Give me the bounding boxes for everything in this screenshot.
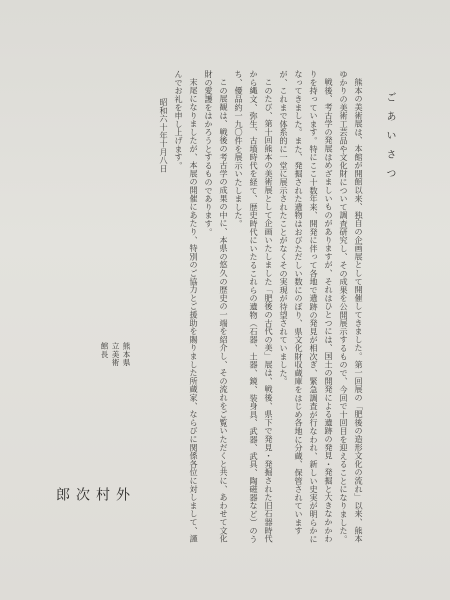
paragraph-4: この展観は、戦後の考古学の成果の中に、本県の悠久の歴史の一端を紹介し、その流れをご覧いただくと共に、あわせて文化財の愛護をはかろうとするものであります。	[204, 70, 229, 543]
paragraph-3: このたび、第十回熊本の美術展として企画いたしました「肥後の古代の美」展は、戦後、県下で発見・発掘された旧石器時代から縄文、弥生、古墳時代を経て、歴史時代にいたるこれらの遺物（石器、土器、鏡、装身具、武器、武具、陶磁器など）のうち、優品約一九〇件を展示いたしました。	[234, 70, 274, 544]
signature-block	[52, 320, 132, 530]
paragraph-2: 戦後、考古学の発展はめざましいものがありますが、それはひとつには、国土の開発による遺跡の発見・発掘と大きなかかわりを持っています。特にここ十数年来、開発に伴って各地で遺跡の発見が相次ぎ、緊急調査が行なわれ、新しい史実が明らかになってきました。また、発掘された遺物はおびただしい数にのぼり、県文化財収蔵庫をはじめ各地に分蔵、保管されていますが、これまで体系的に一堂に展示されたことがなくその実現が待望されていました。	[279, 70, 334, 544]
paragraph-5: 末尾になりましたが、本展の開催にあたり、特別のご協力とご援助を賜りました所蔵家、ならびに関係各位に対しまして、謹んでお礼を申し上げます。	[174, 70, 199, 543]
signature-name: 外村次郎	[54, 486, 130, 515]
date-line: 昭和六十年十月八日	[159, 98, 169, 174]
page-title: ごあいさつ	[384, 92, 395, 187]
paragraph-1: 熊本の美術展は、本館が開館以来、独自の企画展として開催してきました。第一回展の「肥後の造形文化の流れ」以来、熊本ゆかりの美術工芸品や文化財について調査研究し、その成果を公開展示するもので、今回で十回目を迎えることになりました。	[339, 70, 364, 544]
signature-title: 熊本県立美術館長	[100, 342, 131, 367]
